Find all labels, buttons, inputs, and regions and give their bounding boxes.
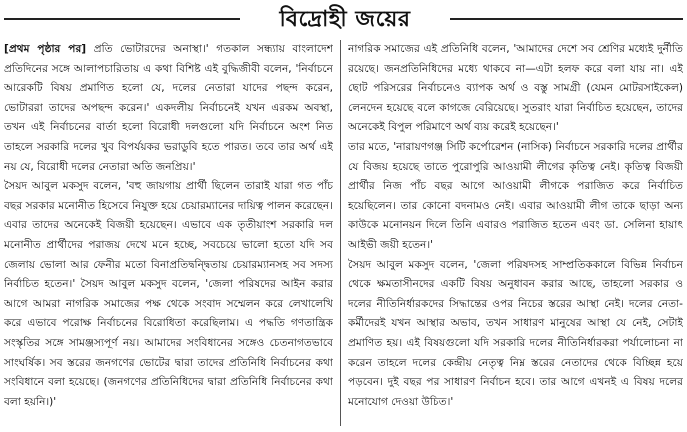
paragraph-5: সৈয়দ আবুল মকসুদ বলেন, 'জেলা পরিষদসহ সাম্প্রতিককালে বিভিন্ন নির্বাচন থেকে ক্ষমতাসীনদের একটি বিষয় অনুধাবন করার আছে, তাহলো সরকার ও দলের নীতিনির্ধারকদের সিদ্ধান্তের ওপর নিচের স্তরের আস্থা নেই। দলের নেতা-কর্মীদেরই যখন আস্থার অভাব, তখন সাধারণ মানুষের আস্থা যে নেই, সেটাই প্রমাণিত হয়। এই বিষয়গুলো যদি সরকারি দলের নীতিনির্ধারকরা পর্যালোচনা না করেন তাহলে দলের কেন্দ্রীয় নেতৃত্ব নিম্ন স্তরের নেতাদের থেকে বিচ্ছিন্ন হয়ে পড়বেন। দুই বছর পর সাধারণ নির্বাচন হবে। তার আগে এখনই এ বিষয় দলের মনোযোগ দেওয়া উচিত।' [348, 258, 683, 408]
column-divider [340, 40, 341, 426]
paragraph-4: তার মতে, 'নারায়ণগঞ্জ সিটি কর্পোরেশন (নাসিক) নির্বাচনে সরকারি দলের প্রার্থীর যে বিজয় হয়েছে তাতে পুরোপুরি আওয়ামী লীগের কৃতিত্ব নেই। কৃতিত্ব বিজয়ী প্রার্থীর নিজ পাঁচ বছর আগে আওয়ামী লীগকে পরাজিত করে নির্বাচিত হয়েছিলেন। তার কোনো বদনামও নেই। এবার আওয়ামী লীগ তাকে ছাড়া অন্য কাউকে মনোনয়ন দিলে তিনি এবারও পরাজিত হতেন এবং ডা. সেলিনা হায়াৎ আইভী জয়ী হতেন।' [348, 140, 683, 251]
paragraph-1 [4, 40, 333, 177]
article-column-right [348, 40, 683, 430]
article-column-left [4, 40, 333, 430]
headline: বিদ্রোহী জয়ের [279, 7, 411, 32]
continued-from-tag: [প্রথম পৃষ্ঠার পর] [4, 43, 87, 55]
headline-bar [0, 0, 687, 36]
paragraph-1-text: প্রতি ভোটারদের অনাস্থা।' গতকাল সন্ধ্যায় বাংলাদেশ প্রতিদিনের সঙ্গে আলাপচারিতায় এ কথা বিশিষ্ট এই বুদ্ধিজীবী বলেন, 'নির্বাচনে আরেকটি বিষয় প্রমাণিত হলো যে, দলের নেতারা যাদের পছন্দ করেন, ভোটাররা তাদের অপছন্দ করেন।' একদলীয় নির্বাচনেই যখন এরকম অবস্থা, তখন এই নির্বাচনের বার্তা হলো বিরোধী দলগুলো যদি নির্বাচনে অংশ নিত তাহলে সরকারি দলের খুব বিপর্যয়কর ভরাডুবি হতে পারত। তবে তার অর্থ এই নয় যে, বিরোধী দলের নেতারা অতি জনপ্রিয়।' [4, 43, 333, 173]
paragraph-2: সৈয়দ আবুল মকসুদ বলেন, 'বহু জায়গায় প্রার্থী ছিলেন তারাই যারা গত পাঁচ বছর সরকার মনোনীত হিসেবে নিযুক্ত হয়ে চেয়ারম্যানের দায়িত্ব পালন করেছেন। এবার তাদের অনেকেই বিজয়ী হয়েছেন। এভাবে এক তৃতীয়াংশ সরকারি দল মনোনীত প্রার্থীদের পরাজয় দেখে মনে হচ্ছে, সবচেয়ে ভালো হতো যদি সব জেলায় ভোলা আর ফেনীর মতো বিনাপ্রতিদ্বন্দ্বিতায় চেয়ারম্যানসহ সব সদস্য নির্বাচিত হতেন।' সৈয়দ আবুল মকসুদ বলেন, 'জেলা পরিষদের আইন করার আগে আমরা নাগরিক সমাজের পক্ষ থেকে সংবাদ সম্মেলন করে লেখালেখি করে এভাবে পরোক্ষ নির্বাচনের বিরোধিতা করেছিলাম। এ পদ্ধতি গণতান্ত্রিক সংস্কৃতির সঙ্গে সামঞ্জস্যপূর্ণ নয়। আমাদের সংবিধানের সঙ্গেও চেতনাগতভাবে সাংঘর্ষিক। সব স্তরের জনগণের ভোটের দ্বারা তাদের প্রতিনিধি নির্বাচনের কথা সংবিধানে বলা হয়েছে। (জনগণের প্রতিনিধিদের দ্বারা প্রতিনিধি নির্বাচনের কথা বলা হয়নি।)' [4, 180, 333, 408]
headline-rule-right [450, 18, 683, 20]
paragraph-3: নাগরিক সমাজের এই প্রতিনিধি বলেন, 'আমাদের দেশে সব শ্রেণির মধ্যেই দুর্নীতি রয়েছে। জনপ্রতিনিধিদের মধ্যে থাকবে না—এটা হলফ করে বলা যায় না। এই ছোট পরিসরের নির্বাচনেও ব্যাপক অর্থ ও বস্তু সামগ্রী (যেমন মোটরসাইকেল) লেনদেন হয়েছে বলে কাগজে বেরিয়েছে। সুতরাং যারা নির্বাচিত হয়েছেন, তাদের অনেকেই বিপুল পরিমাণে অর্থ ব্যয় করেই হয়েছেন।' [348, 43, 683, 134]
headline-rule-left [4, 18, 240, 20]
